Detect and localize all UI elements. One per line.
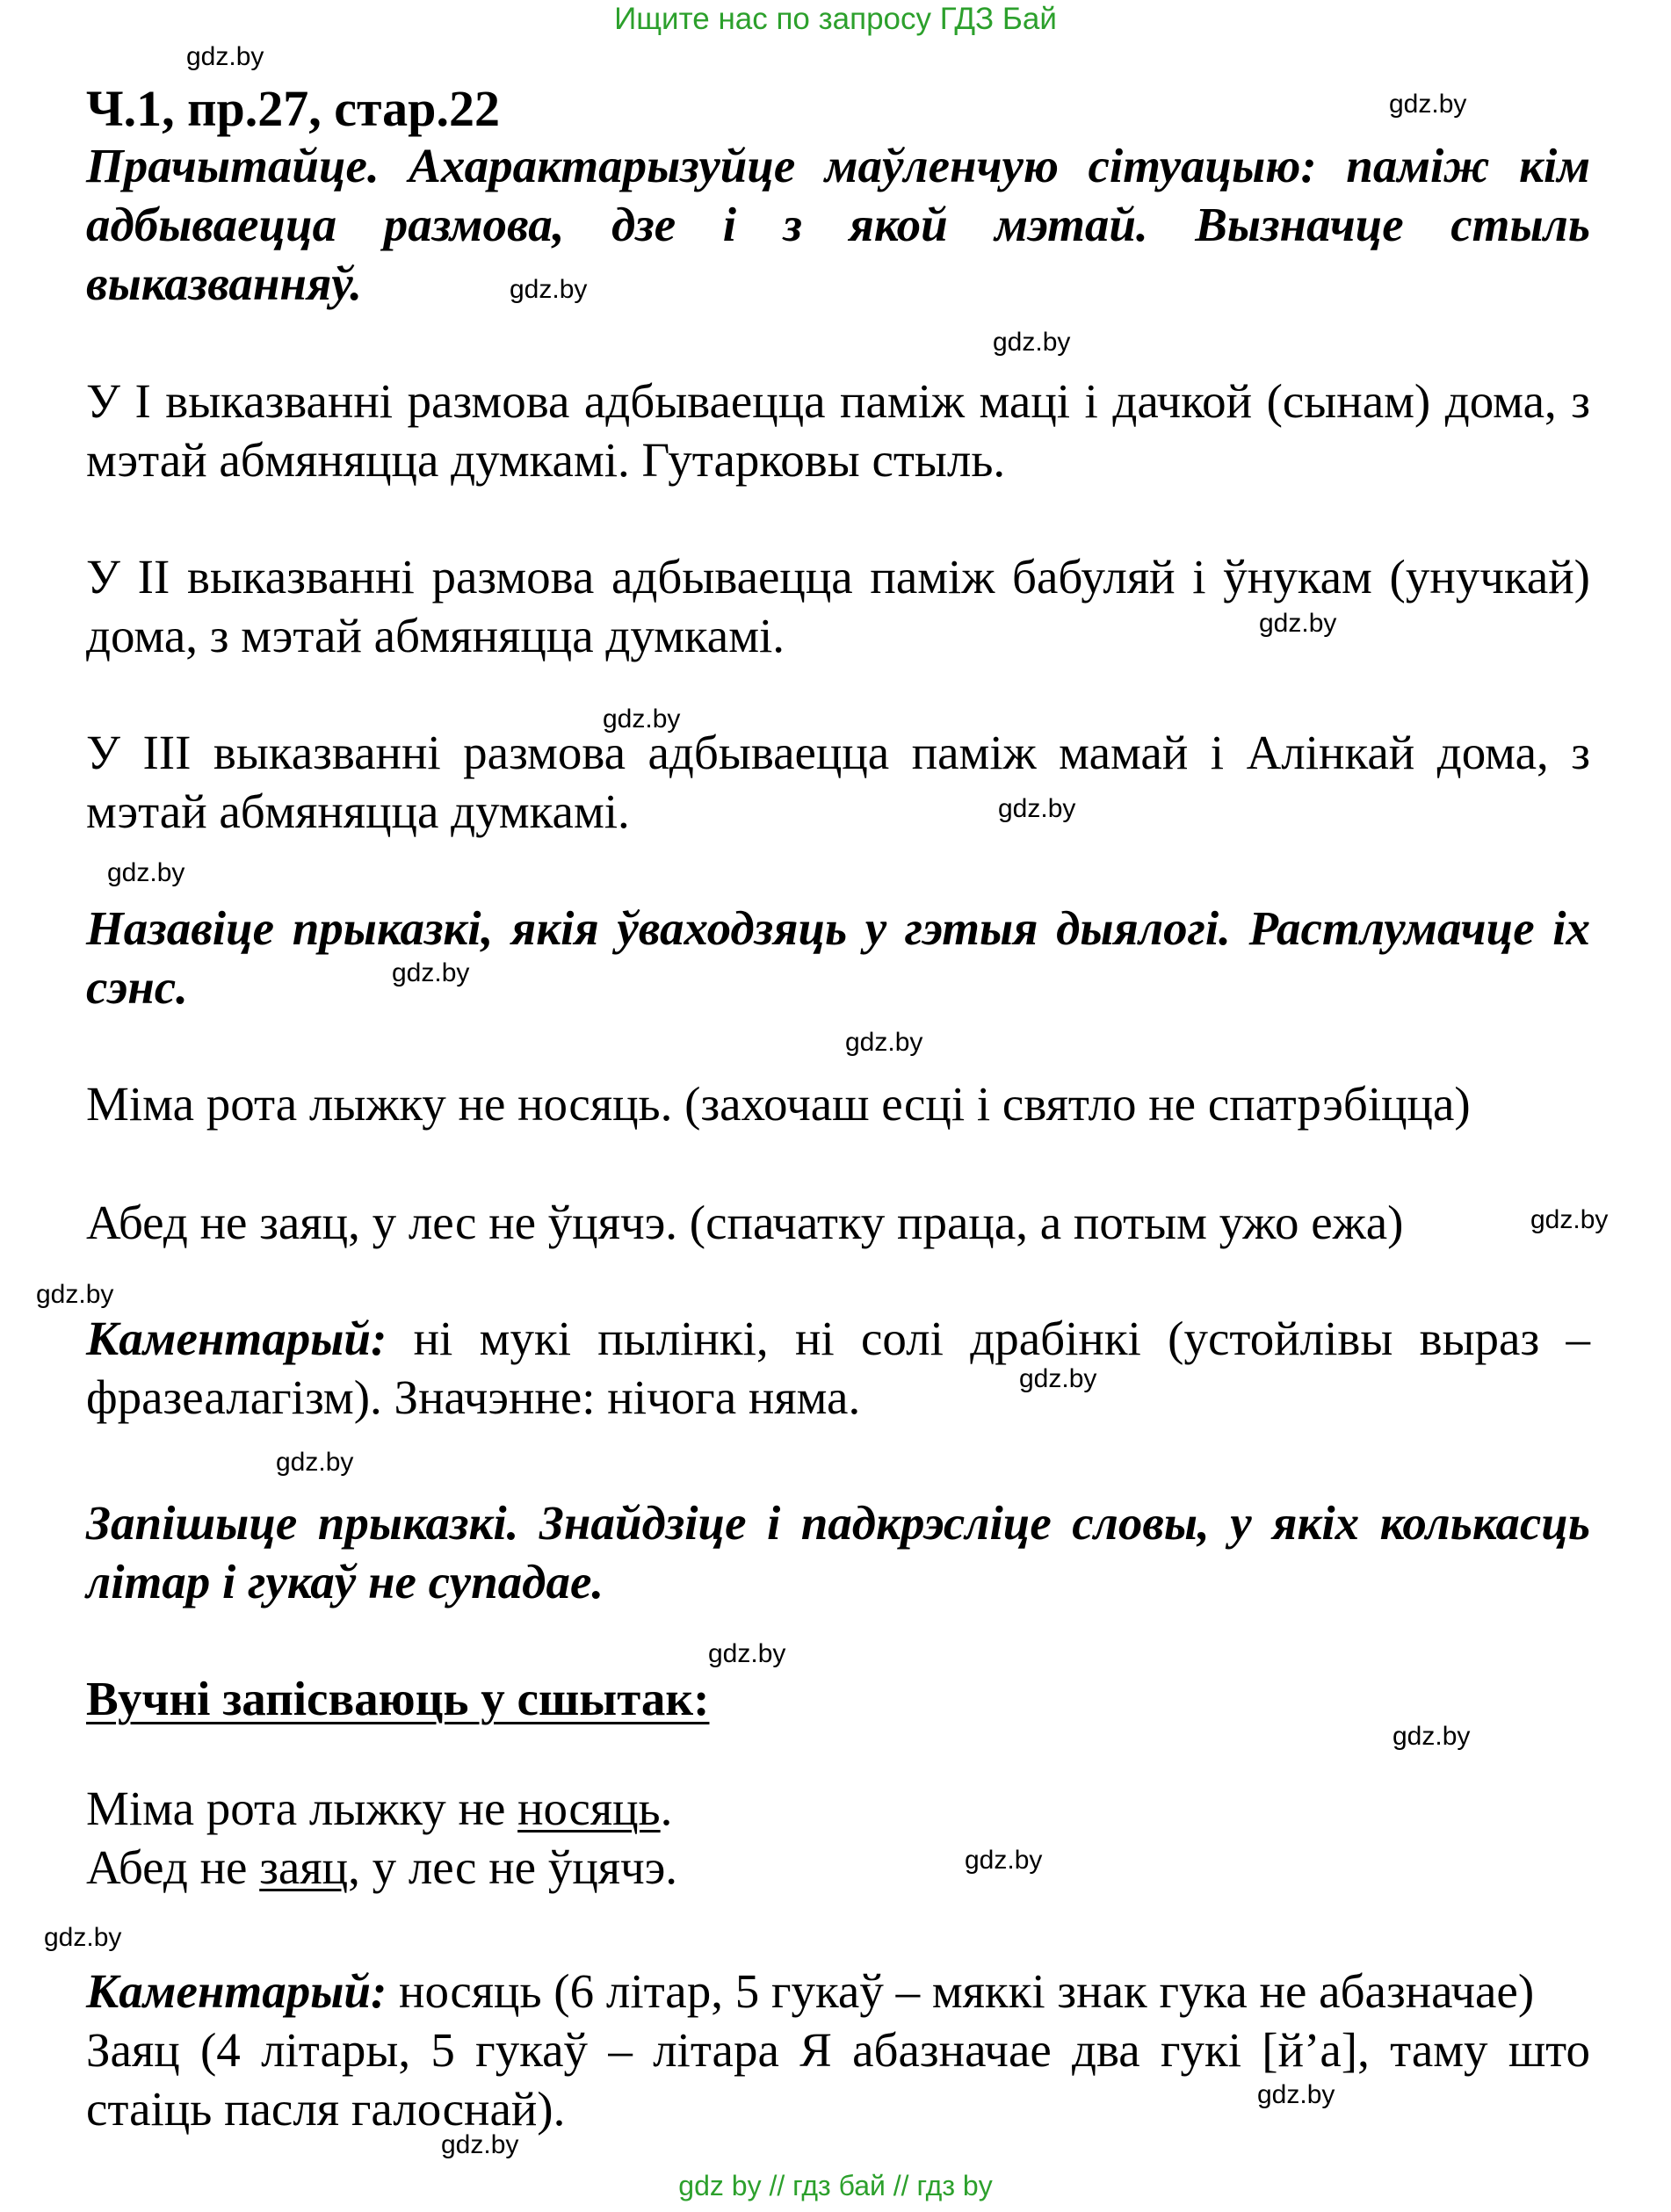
answer-3: У ІІІ выказванні размова адбываецца паміж мамай і Алінкай дома, з мэтай абмяняцца думкамі. [86,726,1590,838]
underlined-word-zaiats: заяц [259,1840,349,1894]
watermark: gdz.by [186,42,264,71]
watermark: gdz.by [276,1448,354,1477]
task-2: Назавіце прыказкі, якія ўваходзяць у гэтыя дыялогі. Растлумачце іх сэнс. [86,901,1590,1014]
watermark: gdz.by [107,858,185,887]
watermark: gdz.by [510,275,588,304]
watermark: gdz.by [44,1923,122,1952]
footer-links[interactable]: gdz by // гдз бай // гдз by [678,2170,993,2201]
comment-1-label: Каментарый: [86,1312,387,1365]
proverb-1: Міма рота лыжку не носяць. (захочаш есці і святло не спатрэбіцца) [86,1077,1471,1131]
comment-1 [86,1309,1590,1427]
task-1: Прачытайце. Ахарактарызуйце маўленчую сітуацыю: паміж кім адбываецца размова, дзе і з якой мэтай. Вызначце стыль выказванняў. [86,139,1590,310]
watermark: gdz.by [965,1846,1043,1875]
watermark: gdz.by [1259,609,1337,638]
top-banner[interactable]: Ищите нас по запросу ГДЗ Бай [614,2,1057,36]
comment-2 [86,1962,1590,2138]
watermark: gdz.by [1389,90,1467,119]
comment-2-label: Каментарый: [86,1964,387,2018]
line-2-text: Абед не [86,1840,260,1894]
watermark: gdz.by [392,958,470,987]
line-1-text: Міма рота лыжку не [86,1782,518,1835]
notebook-line-2 [86,1838,1590,1897]
task-3: Запішыце прыказкі. Знайдзіце і падкрэсліце словы, у якіх колькасць літар і гукаў не супадае. [86,1496,1590,1608]
line-2-end: , у лес не ўцячэ. [348,1840,678,1894]
watermark: gdz.by [845,1028,923,1057]
page-title: Ч.1, пр.27, стар.22 [86,80,500,137]
watermark: gdz.by [1257,2080,1335,2109]
notebook-line-1 [86,1779,1590,1838]
comment-1-text: ні мукі пылінкі, ні солі драбінкі (устойлівы выраз – фразеалагізм). Значэнне: нічога няма. [86,1312,1591,1424]
comment-2-rest: Заяц (4 літары, 5 гукаў – літара Я абазначае два гукі [й’а], таму што стаіць пасля галоснай). [86,2023,1590,2136]
watermark: gdz.by [1392,1722,1471,1751]
watermark: gdz.by [993,328,1071,357]
watermark: gdz.by [603,705,681,734]
line-1-end: . [660,1782,673,1835]
watermark: gdz.by [1019,1364,1097,1393]
watermark: gdz.by [441,2130,519,2159]
watermark: gdz.by [708,1639,786,1668]
underlined-word-nosiats: носяць [517,1782,661,1835]
answer-2: У ІІ выказванні размова адбываецца паміж бабуляй і ўнукам (унучкай) дома, з мэтай абмяняцца думкамі. [86,550,1590,662]
notebook-lines [86,1779,1590,1897]
watermark: gdz.by [1530,1205,1609,1234]
comment-2-line-1: носяць (6 літар, 5 гукаў – мяккі знак гука не абазначае) [399,1964,1535,2018]
watermark: gdz.by [36,1280,114,1309]
answer-1: У І выказванні размова адбываецца паміж маці і дачкой (сынам) дома, з мэтай абмяняцца думкамі. Гутарковы стыль. [86,374,1590,487]
notebook-heading: Вучні запісваюць у сшытак: [86,1672,710,1725]
proverb-2: Абед не заяц, у лес не ўцячэ. (спачатку праца, а потым ужо ежа) [86,1196,1404,1249]
watermark: gdz.by [998,794,1076,823]
